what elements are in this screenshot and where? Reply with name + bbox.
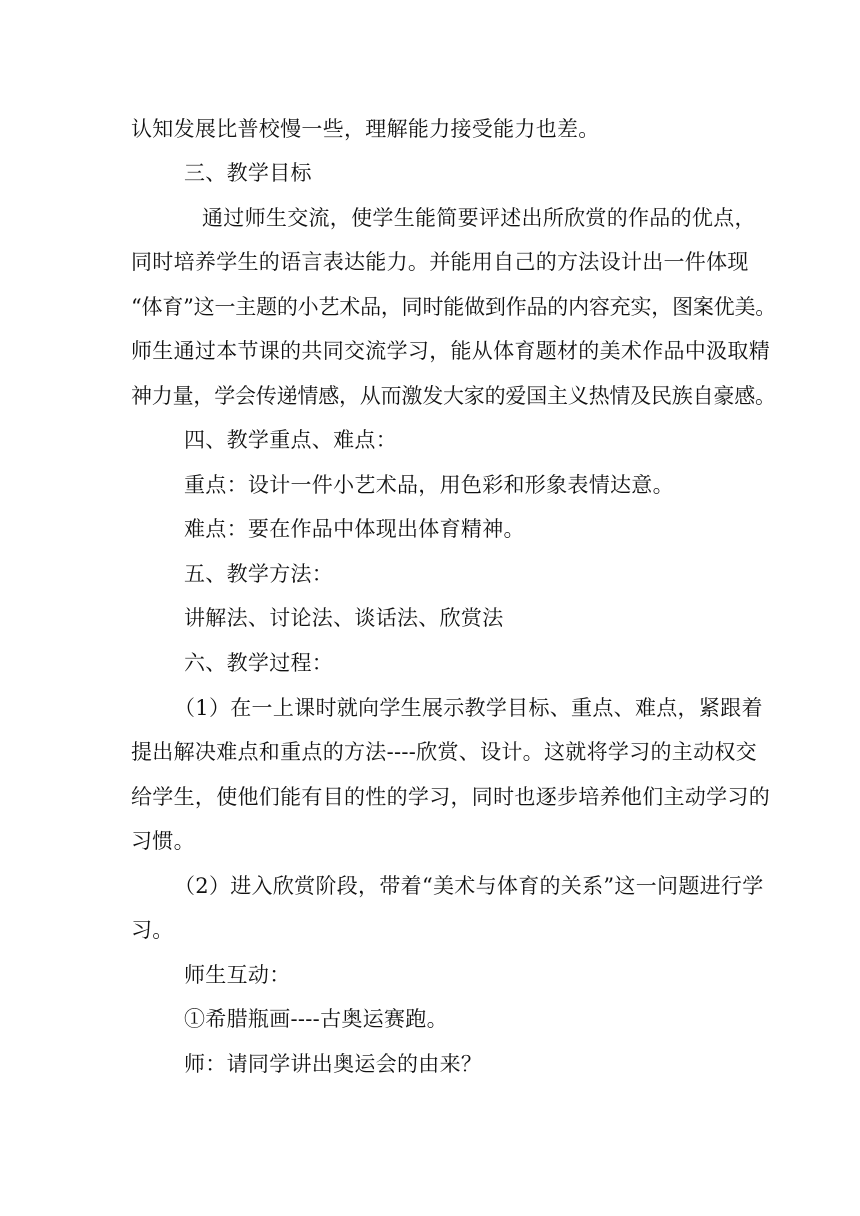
text-line: 提出解决难点和重点的方法----欣赏、设计。这就将学习的主动权交 [131, 740, 757, 764]
text-line: 神力量，学会传递情感，从而激发大家的爱国主义热情及民族自豪感。 [131, 384, 776, 408]
section-heading: 五、教学方法： [184, 562, 334, 586]
text-line: 师生互动： [184, 963, 291, 987]
text-line: 师生通过本节课的共同交流学习，能从体育题材的美术作品中汲取精 [131, 339, 770, 363]
text-line: 讲解法、讨论法、谈话法、欣赏法 [184, 606, 504, 630]
text-line: 师：请同学讲出奥运会的由来？ [184, 1052, 483, 1076]
text-line: 给学生，使他们能有目的性的学习，同时也逐步培养他们主动学习的 [131, 785, 770, 809]
text-line: 认知发展比普校慢一些，理解能力接受能力也差。 [131, 117, 600, 141]
text-line: 难点：要在作品中体现出体育精神。 [184, 517, 525, 541]
text-line: “体育”这一主题的小艺术品，同时能做到作品的内容充实，图案优美。 [131, 295, 777, 319]
text-line: 通过师生交流，使学生能简要评述出所欣赏的作品的优点， [202, 206, 756, 230]
text-line: ①希腊瓶画----古奥运赛跑。 [184, 1007, 448, 1031]
section-heading: 六、教学过程： [184, 651, 334, 675]
text-line: 习惯。 [131, 829, 195, 853]
text-line: 习。 [131, 918, 174, 942]
text-line: （2）进入欣赏阶段，带着“美术与体育的关系”这一问题进行学 [174, 874, 764, 898]
text-line: （1）在一上课时就向学生展示教学目标、重点、难点，紧跟着 [174, 696, 763, 720]
section-heading: 三、教学目标 [184, 161, 312, 185]
text-line: 重点：设计一件小艺术品，用色彩和形象表情达意。 [184, 473, 674, 497]
text-line: 同时培养学生的语言表达能力。并能用自己的方法设计出一件体现 [131, 250, 749, 274]
section-heading: 四、教学重点、难点： [184, 428, 397, 452]
